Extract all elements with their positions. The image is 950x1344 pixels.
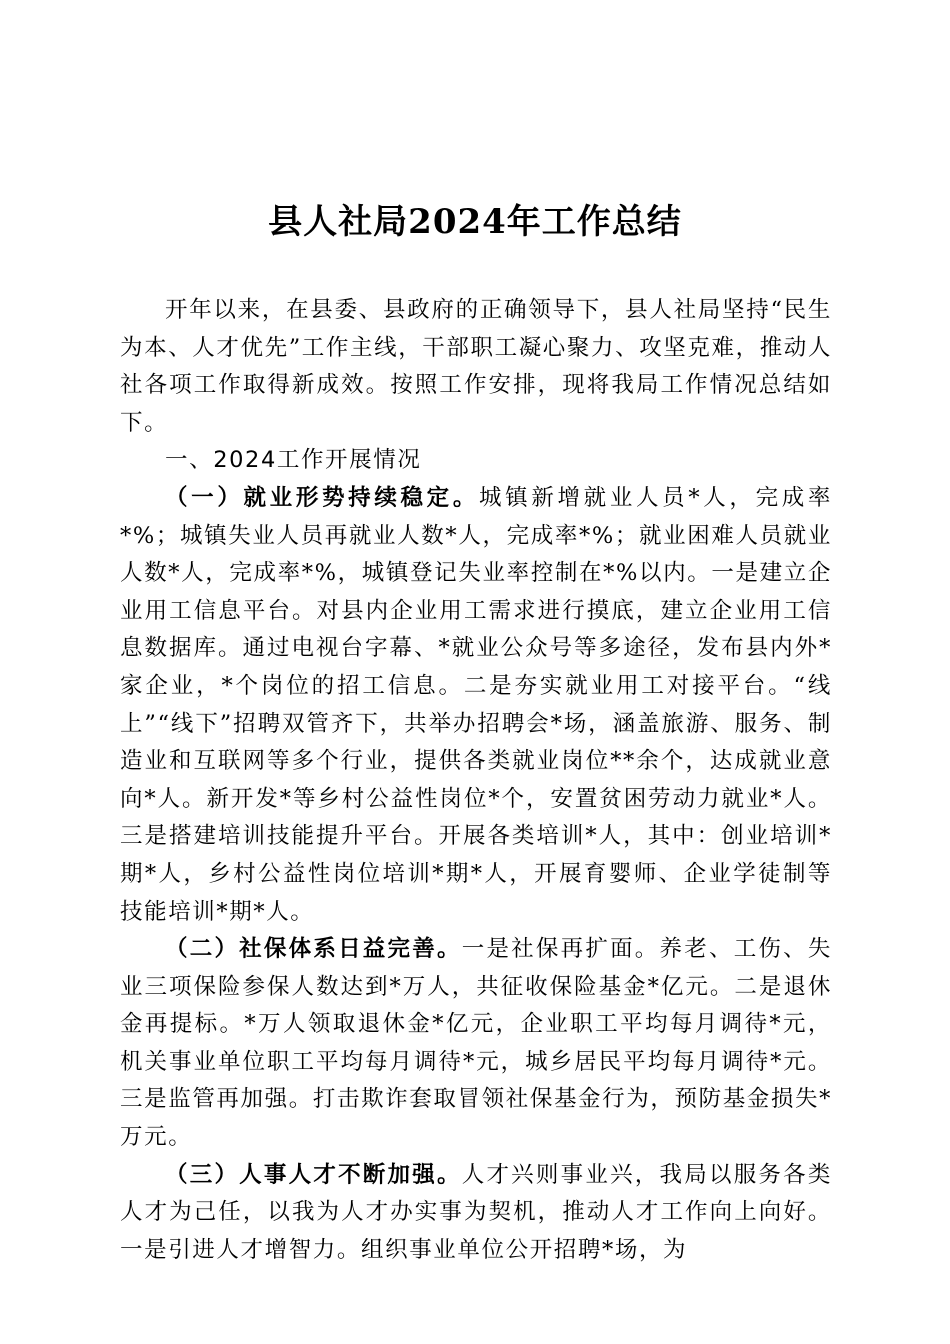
- section-heading: 一、2024工作开展情况: [165, 447, 422, 474]
- item-paragraph-talent: [120, 1157, 832, 1270]
- intro-paragraph: 开年以来，在县委、县政府的正确领导下，县人社局坚持“民生为本、人才优先”工作主线，干部职工凝心聚力、攻坚克难，推动人社各项工作取得新成效。按照工作安排，现将我局工作情况总结如下。: [120, 297, 833, 436]
- document-body: [120, 292, 832, 1269]
- item-paragraph-employment: [120, 480, 832, 931]
- item-lead-employment: （一）就业形势持续稳定。: [165, 484, 479, 511]
- item-paragraph-social-security: [120, 931, 832, 1157]
- item-text-employment: 城镇新增就业人员*人，完成率*%；城镇失业人员再就业人数*人，完成率*%；就业困难人员就业人数*人，完成率*%，城镇登记失业率控制在*%以内。一是建立企业用工信息平台。对县内企业用工需求进行摸底，建立企业用工信息数据库。通过电视台字幕、*就业公众号等多途径，发布县内外*家企业，*个岗位的招工信息。二是夯实就业用工对接平台。“线上”“线下”招聘双管齐下，共举办招聘会*场，涵盖旅游、服务、制造业和互联网等多个行业，提供各类就业岗位**余个，达成就业意向*人。新开发*等乡村公益性岗位*个，安置贫困劳动力就业*人。三是搭建培训技能提升平台。开展各类培训*人，其中：创业培训*期*人，乡村公益性岗位培训*期*人，开展育婴师、企业学徒制等技能培训*期*人。: [120, 484, 833, 925]
- item-lead-social-security: （二）社保体系日益完善。: [165, 936, 462, 963]
- document-title: 县人社局2024年工作总结: [268, 202, 682, 242]
- item-text-talent: 人才兴则事业兴，我局以服务各类人才为己任，以我为人才办实事为契机，推动人才工作向上向好。一是引进人才增智力。组织事业单位公开招聘*场，为: [120, 1161, 832, 1263]
- item-lead-talent: （三）人事人才不断加强。: [165, 1161, 462, 1188]
- item-text-social-security: 一是社保再扩面。养老、工伤、失业三项保险参保人数达到*万人，共征收保险基金*亿元。二是退休金再提标。*万人领取退休金*亿元，企业职工平均每月调待*元，机关事业单位职工平均每月调待*元，城乡居民平均每月调待*元。三是监管再加强。打击欺诈套取冒领社保基金行为，预防基金损失*万元。: [120, 936, 832, 1151]
